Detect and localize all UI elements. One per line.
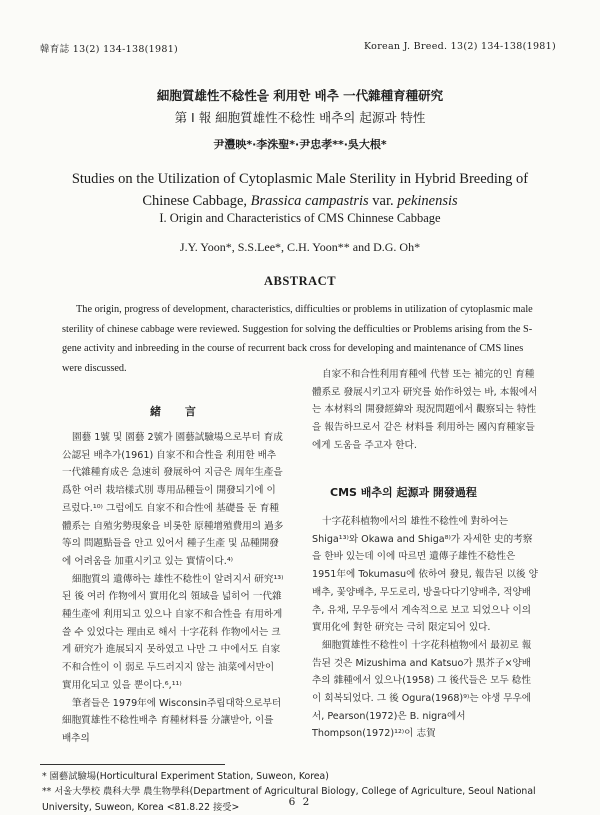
- cms-paragraph-2: 細胞質雄性不稔性이 十字花科植物에서 最初로 報告된 것은 Mizushima and Katsuo가 黑芥子×양배추의 雜種에서 있으나(1958) 그 後代들은 모두 稔性이 회복되었다. 그 後 Ogura(1968)⁹⁾는 야생 무우에서, Pearson(1972)은 B. nigra에서 Thompson(1972)¹²⁾이 志賀: [312, 639, 532, 740]
- right-column-cms: [312, 513, 540, 743]
- english-title-line-2: [0, 193, 600, 210]
- english-title-line-1: Studies on the Utilization of Cytoplasmic Male Sterility in Hybrid Breeding of: [71, 171, 529, 187]
- right-column-top: [312, 366, 540, 455]
- korean-subtitle: 第 Ⅰ 報 細胞質雄性不稔性 배추의 起源과 特性: [174, 110, 426, 125]
- running-header-right: Korean J. Breed. 13(2) 134-138(1981): [364, 41, 556, 52]
- title-species: Brassica campastris: [250, 193, 369, 209]
- title-part-a: Chinese Cabbage,: [142, 193, 251, 209]
- running-header-left: 韓育誌 13(2) 134-138(1981): [40, 44, 179, 55]
- page-number: 6 2: [288, 796, 312, 808]
- cms-paragraph-1: 十字花科植物에서의 雄性不稔性에 對하여는 Shiga¹³⁾와 Okawa and Shiga⁸⁾가 자세한 史的考察을 한바 있는데 이에 따르면 遺傳子雄性不稔性은 1951年에 Tokumasu에 依하여 發見, 報告된 以後 양배추, 꽃양배추, 무도로리, 방울다다기양배추, 적양배추, 유채, 무우등에서 계속적으로 보고 되었으나 이의 實用化에 對한 研究는 극히 限定되어 있다.: [312, 516, 538, 634]
- english-subtitle: I. Origin and Characteristics of CMS Chinnese Cabbage: [159, 211, 441, 225]
- intro-paragraph-1: 園藝 1號 및 園藝 2號가 園藝試驗場으로부터 育成公認된 배추가(1961) 自家不和合性을 利用한 배추 一代雜種育成은 急速히 發展하여 지금은 周年生產을 爲한 여러 栽培樣式別 專用品種들이 開發되기에 이르렀다.¹⁰⁾ 그럼에도 自家不和合性에 基礎를 둔 育種體系는 自殖劣勢現象을 비롯한 原種增殖費用의 過多等의 問題點들을 안고 있어서 種子生產 및 品種開發에 어려움을 加重시키고 있는 實情이다.⁴⁾: [62, 432, 284, 567]
- abstract-text: The origin, progress of development, characteristics, difficulties or problems in utilization of cytoplasmic male sterility of chinese cabbage were reviewed. Suggestion for solving the defficulties or Problems arising from the S-gene activity and inbreeding in the course of recurrent back cross for developing and maintenance of CMS lines were discussed.: [62, 304, 533, 374]
- intro-paragraph-3: 筆者들은 1979年에 Wisconsin주립대학으로부터 細胞質雄性不稔性배추 育種材料를 分讓받아, 이를 배추의: [62, 697, 282, 744]
- cms-heading: CMS 배추의 起源과 開發過程: [330, 486, 477, 499]
- intro-continuation: 自家不和合性利用育種에 代替 또는 補完的인 育種體系로 發展시키고자 研究를 始作하였는 바, 本報에서는 本材料의 開發經緯와 現況問題에서 觀察되는 特性을 報告하므로서 같은 材料를 利用하는 國內育種家들에게 도움을 주고자 한다.: [312, 369, 538, 451]
- korean-authors: 尹灃映*·李洙聖*·尹忠孝**·吳大根*: [213, 138, 387, 151]
- title-variety: pekinensis: [397, 193, 458, 209]
- korean-title: 細胞質雄性不稔性을 利用한 배추 一代雜種育種研究: [156, 88, 444, 103]
- english-authors: J.Y. Yoon*, S.S.Lee*, C.H. Yoon** and D.G. Oh*: [179, 240, 421, 254]
- footnote-rule: [40, 764, 225, 765]
- footnote-2: ** 서울大學校 農科大學 農生物學科(Department of Agricultural Biology, College of Agriculture, Seoul National University, Suweon, Korea <81.8.22 接受>: [42, 786, 536, 813]
- abstract-heading: ABSTRACT: [263, 274, 337, 288]
- title-part-c: var.: [368, 193, 398, 209]
- intro-heading: 緒 言: [150, 405, 206, 418]
- left-column: [62, 429, 284, 748]
- footnote-1: * 園藝試驗場(Horticultural Experiment Station, Suweon, Korea): [42, 771, 329, 782]
- intro-paragraph-2: 細胞質의 遺傳하는 雄性不稔性이 알려지서 研究¹³⁾된 後 여러 作物에서 實用化의 領域을 넓히어 一代雜種生產에 利用되고 있으나 自家不和合性을 有用하게 쓸 수 있었다는 理由로 해서 十字花科 作物에서는 크게 研究가 進展되지 못하였고 나만 그 中에서도 自家不和合性이 이 弱로 두드러지지 않는 油菜에서만이 實用化되고 있을 뿐이다.⁶,¹¹⁾: [62, 573, 284, 691]
